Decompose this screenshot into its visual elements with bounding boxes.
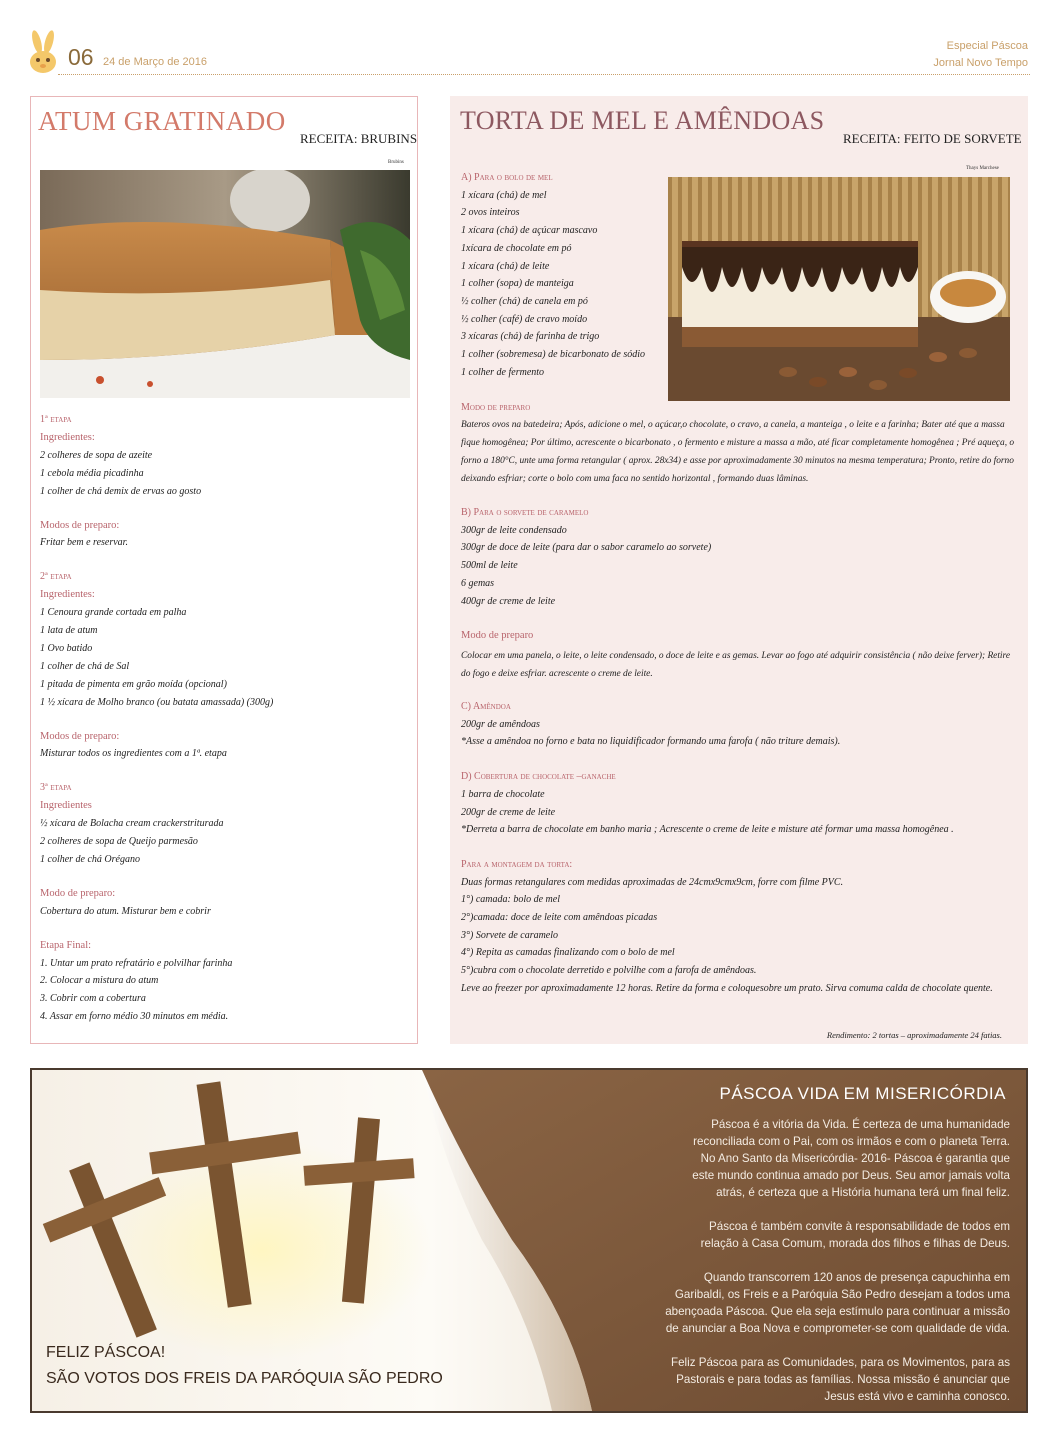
banner-paragraph-3: Quando transcorrem 120 anos de presença capuchinha em Garibaldi, os Freis e a Paróquia São Pedro desejam a todos uma abençoada Páscoa. Que ela seja estímulo para continuar a missão de anunciar a Boa Nova e comprometer-se com qualidade de vida. <box>665 1271 1010 1335</box>
recipe-line: Leve ao freezer por aproximadamente 12 horas. Retire da forma e coloquesobre um prato. Sirva comuma calda de chocolate quente. <box>461 982 993 994</box>
header-divider <box>58 74 1030 75</box>
recipe-line: Misturar todos os ingredientes com a 1ª. etapa <box>40 748 227 760</box>
recipe-credit-torta: RECEITA: FEITO DE SORVETE <box>843 131 1022 146</box>
recipe-line: 1xícara de chocolate em pó <box>461 242 572 254</box>
recipe-line: 3. Cobrir com a cobertura <box>40 993 146 1005</box>
recipe-line: Fritar bem e reservar. <box>40 537 128 549</box>
recipe-line: 1°) camada: bolo de mel <box>461 894 560 906</box>
recipe-yield: Rendimento: 2 tortas – aproximadamente 24 fatias. <box>826 1030 1002 1040</box>
recipe-line: 1 colher de chá Orégano <box>40 853 140 865</box>
recipe-line: *Derreta a barra de chocolate em banho maria ; Acrescente o creme de leite e misture até formar uma massa homogênea . <box>461 824 954 836</box>
publication-name: Jornal Novo Tempo <box>933 57 1028 69</box>
recipe-line: 1 colher de chá demix de ervas ao gosto <box>40 485 202 497</box>
subsection-label: Etapa Final: <box>40 939 92 951</box>
recipe-line: 200gr de amêndoas <box>461 718 540 730</box>
torta-de-mel-photo <box>668 177 1010 401</box>
recipe-line: 200gr de creme de leite <box>461 806 556 818</box>
recipe-line: 2. Colocar a mistura do atum <box>40 975 159 987</box>
section-heading: A) Para o bolo de mel <box>461 172 553 183</box>
subsection-label: Modos de preparo: <box>40 730 120 742</box>
modo-preparo-bolo-text: Bateros ovos na batedeira; Após, adicione o mel, o açúcar,o chocolate, o cravo, a canela, a manteiga , o leite e a farinha; Bater até que a massa fique homogênea; Por último, acrescente o bicarbonato , o fermento e misture a massa a mão, até ficar completamente homogênea ; Pré aqueça, o forno a 180°C, unte uma forma retangular ( aprox. 28x34) e asse por aproximadamente 30 minutos na mesma temperatura; Pronto, retire do forno deixando esfriar; corte o bolo com uma faca no sentido horizontal , formando duas lâminas. <box>461 420 1015 484</box>
recipe-line: 1 lata de atum <box>40 625 98 636</box>
recipe-line: 2°)camada: doce de leite com amêndoas picadas <box>461 912 658 923</box>
recipe-line: 1 colher (sobremesa) de bicarbonato de sódio <box>461 349 646 360</box>
page-number: 06 <box>68 44 94 70</box>
recipe-line: 1 colher de chá de Sal <box>40 660 130 672</box>
section-heading: Para a montagem da torta: <box>461 858 573 870</box>
recipe-line: 1 Cenoura grande cortada em palha <box>40 607 187 619</box>
recipe-credit-atum: RECEITA: BRUBINS <box>300 131 418 146</box>
section-heading: B) Para o sorvete de caramelo <box>461 507 589 518</box>
recipe-line: 1. Untar um prato refratário e polvilhar farinha <box>40 957 233 969</box>
easter-banner <box>30 1068 1028 1413</box>
subsection-label: Modos de preparo: <box>40 519 120 531</box>
banner-greeting-1: FELIZ PÁSCOA! <box>46 1344 166 1361</box>
section-name: Especial Páscoa <box>946 40 1028 52</box>
photo-credit-torta: Thays Marchese <box>966 166 999 171</box>
subsection-label: Ingredientes: <box>40 431 95 443</box>
atum-gratinado-photo <box>40 170 410 398</box>
banner-paragraph-1: Páscoa é a vitória da Vida. É certeza de uma humanidade reconciliada com o Pai, com os irmãos e com o planeta Terra. No Ano Santo da Misericórdia- 2016- Páscoa é garantia que este mundo continua amado por Deus. Seu amor jamais volta atrás, é certeza que a História humana terá um final feliz. <box>692 1118 1010 1199</box>
banner-paragraph-2: Páscoa é também convite à responsabilidade de todos em relação à Casa Comum, morada dos filhos e filhas de Deus. <box>700 1220 1010 1250</box>
recipe-line: 1 colher (sopa) de manteiga <box>461 278 574 290</box>
recipe-line: Duas formas retangulares com medidas aproximadas de 24cmx9cmx9cm, forre com filme PVC. <box>461 876 844 888</box>
banner-greeting-2: SÃO VOTOS DOS FREIS DA PARÓQUIA SÃO PEDRO <box>46 1370 443 1387</box>
recipe-line: 400gr de creme de leite <box>461 595 556 607</box>
subsection-label: Ingredientes <box>40 800 92 812</box>
section-heading: 3ª etapa <box>40 782 72 794</box>
recipe-line: ½ xícara de Bolacha cream crackerstriturada <box>40 818 224 830</box>
recipe-line: 500ml de leite <box>461 560 518 572</box>
recipe-line: 1 colher de fermento <box>461 366 545 378</box>
recipe-line: 1 xícara (chá) de açúcar mascavo <box>461 225 598 237</box>
recipe-line: 1 Ovo batido <box>40 642 93 654</box>
recipe-line: 1 barra de chocolate <box>461 788 545 800</box>
section-heading: 1ª etapa <box>40 414 72 425</box>
recipe-line: 300gr de leite condensado <box>461 524 567 536</box>
recipe-line: 2 colheres de sopa de azeite <box>40 449 153 461</box>
recipe-line: 2 colheres de sopa de Queijo parmesão <box>40 836 198 847</box>
subsection-label: Ingredientes: <box>40 589 95 601</box>
recipe-line: 3 xícaras (chá) de farinha de trigo <box>461 331 600 343</box>
photo-credit-atum: Brubins <box>388 160 404 165</box>
recipe-line: 5°)cubra com o chocolate derretido e polvilhe com a farofa de amêndoas. <box>461 965 757 977</box>
recipe-line: 4. Assar em forno médio 30 minutos em média. <box>40 1011 229 1023</box>
recipe-line: 1 ½ xícara de Molho branco (ou batata amassada) (300g) <box>40 696 274 708</box>
recipe-line: 300gr de doce de leite (para dar o sabor caramelo ao sorvete) <box>461 542 712 554</box>
issue-date: 24 de Março de 2016 <box>103 56 207 68</box>
banner-paragraph-4: Feliz Páscoa para as Comunidades, para os Movimentos, para as Pastorais e para todas as famílias. Nossa missão é anunciar que Jesus está vivo e caminha conosco. <box>671 1356 1010 1403</box>
modo-preparo-sorvete-text: Colocar em uma panela, o leite, o leite condensado, o doce de leite e as gemas. Levar ao fogo até adquirir consistência ( não deixe ferver); Retire do fogo e deixe esfriar. acrescente o creme de leite. <box>461 651 1010 679</box>
section-heading: 2ª etapa <box>40 571 72 583</box>
bunny-logo-icon <box>26 30 62 76</box>
section-heading: C) Amêndoa <box>461 701 511 712</box>
subsection-label: Modo de preparo: <box>40 887 116 899</box>
recipe-line: 1 xícara (chá) de leite <box>461 260 550 272</box>
recipe-line: Cobertura do atum. Misturar bem e cobrir <box>40 905 211 917</box>
recipe-line: 4°) Repita as camadas finalizando com o bolo de mel <box>461 947 675 959</box>
recipe-line: 1 cebola média picadinha <box>40 467 144 479</box>
section-heading: D) Cobertura de chocolate –ganache <box>461 771 616 783</box>
recipe-line: ½ colher (café) de cravo moído <box>461 313 588 325</box>
recipe-line: 1 xícara (chá) de mel <box>461 189 547 201</box>
recipe-line: 1 pitada de pimenta em grão moída (opcional) <box>40 678 227 690</box>
recipe-title-torta: TORTA DE MEL E AMÊNDOAS <box>460 106 825 135</box>
recipe-line: 6 gemas <box>461 577 495 589</box>
recipe-line: ½ colher (chá) de canela em pó <box>461 295 588 307</box>
recipe-line: *Asse a amêndoa no forno e bata no liquidificador formando uma farofa ( não triture demais). <box>461 736 841 748</box>
modo-preparo-bolo-label: Modo de preparo <box>461 402 531 413</box>
recipe-line: 3°) Sorvete de caramelo <box>461 929 559 941</box>
banner-title: PÁSCOA VIDA EM MISERICÓRDIA <box>719 1084 1006 1103</box>
recipe-line: 2 ovos inteiros <box>461 207 520 219</box>
recipe-title-atum: ATUM GRATINADO <box>38 106 286 136</box>
subsection-label: Modo de preparo <box>461 630 534 642</box>
